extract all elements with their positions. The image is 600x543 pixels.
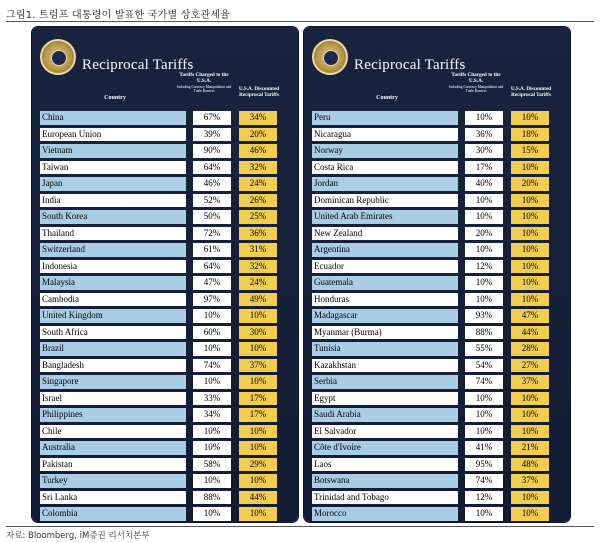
tariff-charged: 10% (465, 111, 503, 125)
rows-left (40, 110, 284, 523)
table-row (40, 457, 284, 474)
country-name: United Arab Emirates (312, 210, 458, 224)
tariff-discounted: 10% (239, 507, 277, 521)
tariff-charged: 60% (193, 326, 231, 340)
country-name: South Korea (40, 210, 186, 224)
header-charged-sub: Including Currency Manipulation and Trade Barriers (176, 84, 232, 94)
table-row (40, 440, 284, 457)
tariff-discounted: 32% (239, 161, 277, 175)
tariff-charged: 93% (465, 309, 503, 323)
board-title: Reciprocal Tariffs (82, 57, 194, 73)
table-row (312, 193, 556, 210)
tariff-charged: 10% (193, 425, 231, 439)
table-row (312, 506, 556, 523)
table-row (312, 325, 556, 342)
country-name: Côte d'Ivoire (312, 441, 458, 455)
table-row (40, 374, 284, 391)
table-row (312, 308, 556, 325)
table-row (312, 424, 556, 441)
tariff-discounted: 20% (511, 177, 549, 191)
table-row (312, 242, 556, 259)
tariff-charged: 30% (465, 144, 503, 158)
tariff-charged: 10% (193, 375, 231, 389)
country-name: Ecuador (312, 260, 458, 274)
tariff-discounted: 21% (511, 441, 549, 455)
table-row (40, 424, 284, 441)
country-name: El Salvador (312, 425, 458, 439)
tariff-discounted: 10% (511, 227, 549, 241)
tariff-charged: 12% (465, 491, 503, 505)
tariff-discounted: 10% (239, 309, 277, 323)
header-charged (447, 73, 505, 93)
header-discounted: U.S.A. Discounted Reciprocal Tariffs (510, 86, 552, 98)
tariff-charged: 10% (193, 474, 231, 488)
source-note: 자료: Bloomberg, iM증권 리서치본부 (6, 531, 150, 541)
table-row (312, 490, 556, 507)
tariff-charged: 10% (465, 408, 503, 422)
rows-right (312, 110, 556, 523)
country-name: Argentina (312, 243, 458, 257)
table-row (40, 490, 284, 507)
country-name: Bangladesh (40, 359, 186, 373)
tariff-discounted: 10% (511, 111, 549, 125)
country-name: Tunisia (312, 342, 458, 356)
table-row (312, 473, 556, 490)
table-row (312, 127, 556, 144)
tariff-charged: 10% (465, 243, 503, 257)
country-name: Japan (40, 177, 186, 191)
tariff-charged: 10% (465, 507, 503, 521)
tariff-discounted: 26% (239, 194, 277, 208)
table-row (40, 325, 284, 342)
table-row (40, 127, 284, 144)
table-row (312, 457, 556, 474)
tariff-discounted: 10% (511, 210, 549, 224)
table-row (312, 259, 556, 276)
tariff-charged: 61% (193, 243, 231, 257)
country-name: Taiwan (40, 161, 186, 175)
tariff-charged: 95% (465, 458, 503, 472)
country-name: Singapore (40, 375, 186, 389)
table-row (312, 391, 556, 408)
country-name: Jordan (312, 177, 458, 191)
tariff-discounted: 10% (511, 425, 549, 439)
tariff-charged: 40% (465, 177, 503, 191)
table-row (312, 110, 556, 127)
table-row (40, 391, 284, 408)
country-name: India (40, 194, 186, 208)
tariff-discounted: 15% (511, 144, 549, 158)
tariff-discounted: 17% (239, 408, 277, 422)
tariff-discounted: 10% (511, 293, 549, 307)
tariff-charged: 52% (193, 194, 231, 208)
tariff-board-left (32, 27, 298, 522)
country-name: Vietnam (40, 144, 186, 158)
country-name: Laos (312, 458, 458, 472)
table-row (312, 407, 556, 424)
header-charged (175, 73, 233, 93)
tariff-charged: 47% (193, 276, 231, 290)
tariff-charged: 46% (193, 177, 231, 191)
tariff-discounted: 10% (511, 260, 549, 274)
country-name: Philippines (40, 408, 186, 422)
table-row (312, 440, 556, 457)
table-row (40, 407, 284, 424)
tariff-charged: 36% (465, 128, 503, 142)
table-row (40, 242, 284, 259)
table-row (40, 358, 284, 375)
tariff-charged: 64% (193, 260, 231, 274)
tariff-charged: 74% (465, 375, 503, 389)
tariff-charged: 41% (465, 441, 503, 455)
country-name: Saudi Arabia (312, 408, 458, 422)
tariff-discounted: 10% (239, 425, 277, 439)
tariff-discounted: 10% (511, 507, 549, 521)
country-name: Australia (40, 441, 186, 455)
tariff-charged: 10% (465, 210, 503, 224)
tariff-discounted: 32% (239, 260, 277, 274)
country-name: Dominican Republic (312, 194, 458, 208)
country-name: Botswana (312, 474, 458, 488)
tariff-discounted: 49% (239, 293, 277, 307)
country-name: Pakistan (40, 458, 186, 472)
table-row (40, 259, 284, 276)
table-row (40, 506, 284, 523)
table-row (312, 374, 556, 391)
table-row (40, 226, 284, 243)
tariff-charged: 54% (465, 359, 503, 373)
figure-title: 그림1. 트럼프 대통령이 발표한 국가별 상호관세율 (6, 10, 231, 21)
table-row (312, 209, 556, 226)
tariff-charged: 90% (193, 144, 231, 158)
tariff-charged: 33% (193, 392, 231, 406)
tariff-discounted: 10% (511, 408, 549, 422)
country-name: Guatemala (312, 276, 458, 290)
header-discounted: U.S.A. Discounted Reciprocal Tariffs (238, 86, 280, 98)
tariff-discounted: 20% (239, 128, 277, 142)
country-name: European Union (40, 128, 186, 142)
country-name: Turkey (40, 474, 186, 488)
tariff-charged: 74% (465, 474, 503, 488)
country-name: Thailand (40, 227, 186, 241)
country-name: Indonesia (40, 260, 186, 274)
tariff-discounted: 10% (511, 392, 549, 406)
country-name: Norway (312, 144, 458, 158)
tariff-discounted: 10% (239, 375, 277, 389)
tariff-discounted: 10% (239, 474, 277, 488)
tariff-charged: 88% (465, 326, 503, 340)
tariff-charged: 10% (465, 392, 503, 406)
tariff-discounted: 44% (239, 491, 277, 505)
country-name: Madagascar (312, 309, 458, 323)
table-row (40, 308, 284, 325)
tariff-charged: 34% (193, 408, 231, 422)
table-row (312, 160, 556, 177)
table-row (312, 275, 556, 292)
table-row (40, 473, 284, 490)
tariff-board-right (304, 27, 570, 522)
header-charged-main: Tariffs Charged to the U.S.A. (179, 72, 229, 84)
country-name: Honduras (312, 293, 458, 307)
tariff-discounted: 31% (239, 243, 277, 257)
tariff-charged: 55% (465, 342, 503, 356)
country-name: Kazakhstan (312, 359, 458, 373)
tariff-discounted: 10% (511, 276, 549, 290)
country-name: Nicaragua (312, 128, 458, 142)
tariff-discounted: 24% (239, 276, 277, 290)
tariff-charged: 10% (465, 276, 503, 290)
table-row (312, 176, 556, 193)
tariff-charged: 10% (465, 293, 503, 307)
tariff-discounted: 36% (239, 227, 277, 241)
tariff-charged: 58% (193, 458, 231, 472)
table-row (312, 341, 556, 358)
country-name: Sri Lanka (40, 491, 186, 505)
tariff-charged: 74% (193, 359, 231, 373)
tariff-discounted: 10% (511, 491, 549, 505)
tariff-discounted: 10% (511, 161, 549, 175)
tariff-discounted: 28% (511, 342, 549, 356)
tariff-charged: 50% (193, 210, 231, 224)
table-row (40, 176, 284, 193)
tariff-discounted: 27% (511, 359, 549, 373)
country-name: United Kingdom (40, 309, 186, 323)
tariff-charged: 12% (465, 260, 503, 274)
table-row (40, 341, 284, 358)
tariff-discounted: 17% (239, 392, 277, 406)
tariff-discounted: 44% (511, 326, 549, 340)
tariff-discounted: 10% (239, 441, 277, 455)
tariff-charged: 10% (193, 441, 231, 455)
country-name: Trinidad and Tobago (312, 491, 458, 505)
tariff-charged: 67% (193, 111, 231, 125)
tariff-discounted: 37% (511, 474, 549, 488)
country-name: Morocco (312, 507, 458, 521)
country-name: Israel (40, 392, 186, 406)
tariff-charged: 72% (193, 227, 231, 241)
tariff-charged: 10% (193, 309, 231, 323)
tariff-charged: 10% (465, 194, 503, 208)
table-row (40, 110, 284, 127)
country-name: New Zealand (312, 227, 458, 241)
country-name: Peru (312, 111, 458, 125)
tariff-discounted: 48% (511, 458, 549, 472)
header-charged-sub: Including Currency Manipulation and Trade Barriers (448, 84, 504, 94)
tariff-charged: 20% (465, 227, 503, 241)
table-row (40, 275, 284, 292)
tariff-discounted: 24% (239, 177, 277, 191)
country-name: Myanmar (Burma) (312, 326, 458, 340)
tariff-discounted: 47% (511, 309, 549, 323)
tariff-charged: 64% (193, 161, 231, 175)
country-name: Brazil (40, 342, 186, 356)
country-name: Costa Rica (312, 161, 458, 175)
table-row (40, 193, 284, 210)
country-name: Colombia (40, 507, 186, 521)
tariff-discounted: 10% (511, 243, 549, 257)
tariff-discounted: 10% (511, 194, 549, 208)
tariff-discounted: 46% (239, 144, 277, 158)
table-row (312, 292, 556, 309)
bottom-rule (6, 526, 594, 527)
country-name: Serbia (312, 375, 458, 389)
table-row (312, 226, 556, 243)
country-name: Switzerland (40, 243, 186, 257)
table-row (312, 143, 556, 160)
tariff-charged: 88% (193, 491, 231, 505)
top-rule (6, 21, 594, 22)
table-row (40, 160, 284, 177)
tariff-charged: 10% (193, 342, 231, 356)
tariff-discounted: 37% (511, 375, 549, 389)
tariff-discounted: 25% (239, 210, 277, 224)
country-name: Malaysia (40, 276, 186, 290)
country-name: Chile (40, 425, 186, 439)
country-name: South Africa (40, 326, 186, 340)
presidential-seal-icon (40, 39, 76, 75)
tariff-discounted: 29% (239, 458, 277, 472)
board-title: Reciprocal Tariffs (354, 57, 466, 73)
tariff-charged: 10% (465, 425, 503, 439)
tariff-charged: 39% (193, 128, 231, 142)
table-row (312, 358, 556, 375)
tariff-charged: 17% (465, 161, 503, 175)
presidential-seal-icon (312, 39, 348, 75)
table-row (40, 209, 284, 226)
tariff-discounted: 18% (511, 128, 549, 142)
country-name: Cambodia (40, 293, 186, 307)
tariff-charged: 10% (193, 507, 231, 521)
header-charged-main: Tariffs Charged to the U.S.A. (451, 72, 501, 84)
country-name: Egypt (312, 392, 458, 406)
header-country: Country (104, 95, 126, 101)
tariff-discounted: 37% (239, 359, 277, 373)
table-row (40, 292, 284, 309)
header-country: Country (376, 95, 398, 101)
tariff-charged: 97% (193, 293, 231, 307)
country-name: China (40, 111, 186, 125)
tariff-discounted: 10% (239, 342, 277, 356)
tariff-discounted: 34% (239, 111, 277, 125)
tariff-discounted: 30% (239, 326, 277, 340)
table-row (40, 143, 284, 160)
